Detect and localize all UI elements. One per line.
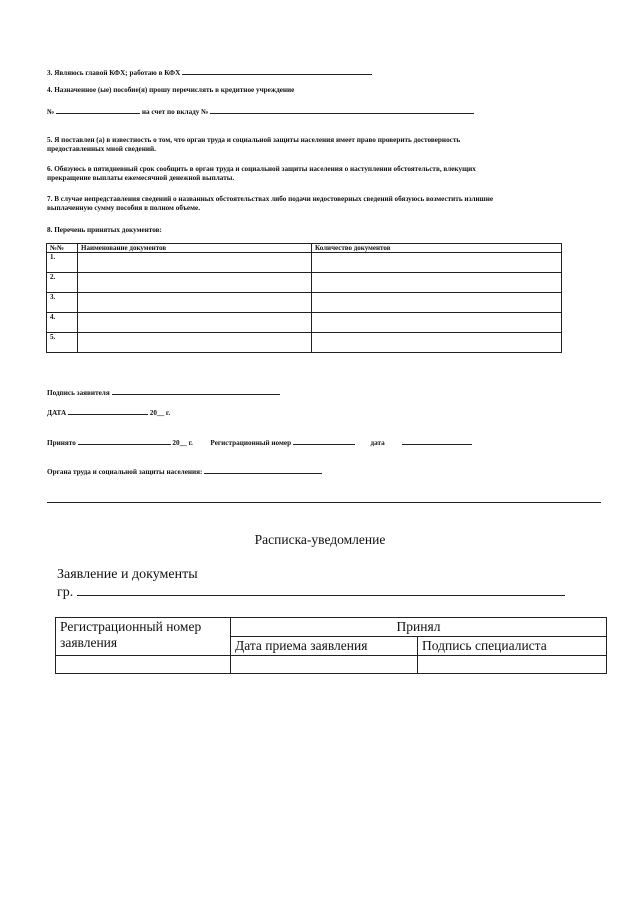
accepted-year: 20__ г. [172, 439, 193, 447]
reg-number-header-line-2: заявления [60, 635, 118, 650]
item-5-line-2: предоставленных мной сведений. [47, 145, 156, 153]
document-name-cell[interactable] [78, 293, 312, 313]
signature-label: Подпись заявителя [47, 389, 110, 397]
agency-label: Органа труда и социальной защиты населения: [47, 468, 203, 476]
item-4-no-label: № [47, 108, 55, 116]
item-3 [47, 66, 372, 78]
document-name-cell[interactable] [78, 273, 312, 293]
date-small-label: дата [370, 439, 385, 447]
item-4-text: 4. Назначенное (ые) пособие(я) прошу перечислять в кредитное учреждение [47, 86, 295, 94]
bank-number-field[interactable] [56, 105, 140, 114]
accepted-row [47, 436, 607, 448]
receipt-table-row [56, 618, 607, 637]
row-number: 5. [47, 333, 78, 353]
agency-row [47, 465, 322, 477]
documents-table-header [47, 244, 562, 253]
item-7 [47, 195, 607, 213]
reg-number-field[interactable] [293, 436, 355, 445]
document-count-cell[interactable] [312, 293, 562, 313]
date-year: 20__ г. [149, 409, 171, 417]
specialist-signature-cell[interactable] [418, 656, 607, 674]
col-count-header: Количество документов [312, 244, 562, 253]
signature-row [47, 386, 280, 398]
date-field[interactable] [68, 406, 148, 415]
citizen-name-field[interactable] [77, 585, 565, 596]
document-name-cell[interactable] [78, 313, 312, 333]
kfh-field[interactable] [182, 66, 372, 75]
table-row [47, 253, 562, 273]
document-name-cell[interactable] [78, 333, 312, 353]
item-5 [47, 136, 607, 154]
receipt-table-row [56, 656, 607, 674]
item-3-text: 3. Являюсь главой КФХ; работаю в КФХ [47, 69, 181, 77]
document-count-cell[interactable] [312, 333, 562, 353]
reg-number-header-cell [56, 618, 231, 656]
signature-header: Подпись специалиста [418, 637, 607, 656]
date-row [47, 406, 170, 418]
item-5-line-1: 5. Я поставлен (а) в известность о том, что орган труда и социальной защиты населения имеет право проверить достоверность [47, 136, 461, 144]
receipt-line-1: Заявление и документы [57, 567, 198, 582]
date-header: Дата приема заявления [231, 637, 418, 656]
col-number-header: №№ [47, 244, 78, 253]
row-number: 1. [47, 253, 78, 273]
account-number-field[interactable] [210, 105, 474, 114]
accepted-field[interactable] [78, 436, 171, 445]
accepted-label: Принято [47, 439, 76, 447]
item-8-text: 8. Перечень принятых документов: [47, 226, 162, 234]
row-number: 3. [47, 293, 78, 313]
signature-field[interactable] [112, 386, 280, 395]
table-row [47, 313, 562, 333]
accept-date-cell[interactable] [231, 656, 418, 674]
item-7-line-1: 7. В случае непредставления сведений о названных обстоятельствах либо подачи недостоверных сведений обязуюсь возместить излишне [47, 195, 494, 203]
item-6-line-1: 6. Обязуюсь в пятидневный срок сообщить в орган труда и социальной защиты населения о наступлении обстоятельств, влекущих [47, 165, 476, 173]
item-7-line-2: выплаченную сумму пособия в полном объеме. [47, 204, 201, 212]
documents-table [46, 243, 562, 353]
date-label: ДАТА [47, 409, 67, 417]
accepted-header: Принял [231, 618, 607, 637]
reg-number-label: Регистрационный номер [210, 439, 292, 447]
row-number: 4. [47, 313, 78, 333]
item-6-line-2: прекращение выплаты ежемесячной денежной выплаты. [47, 174, 235, 182]
item-4-account-label: на счет по вкладу № [141, 108, 209, 116]
table-row [47, 293, 562, 313]
separator-line [47, 502, 601, 503]
item-6 [47, 165, 607, 183]
reg-number-header-line-1: Регистрационный номер [60, 619, 202, 634]
agency-field[interactable] [204, 465, 322, 474]
document-name-cell[interactable] [78, 253, 312, 273]
document-count-cell[interactable] [312, 273, 562, 293]
registration-date-field[interactable] [402, 436, 472, 445]
col-name-header: Наименование документов [78, 244, 312, 253]
item-4-fields [47, 105, 474, 117]
receipt-line-2 [57, 585, 565, 601]
receipt-title: Расписка-уведомление [254, 532, 386, 547]
table-row [47, 273, 562, 293]
table-row [47, 333, 562, 353]
reg-number-cell[interactable] [56, 656, 231, 674]
receipt-table [55, 617, 607, 674]
document-count-cell[interactable] [312, 253, 562, 273]
receipt-line-2-prefix: гр. [57, 585, 74, 600]
document-count-cell[interactable] [312, 313, 562, 333]
row-number: 2. [47, 273, 78, 293]
